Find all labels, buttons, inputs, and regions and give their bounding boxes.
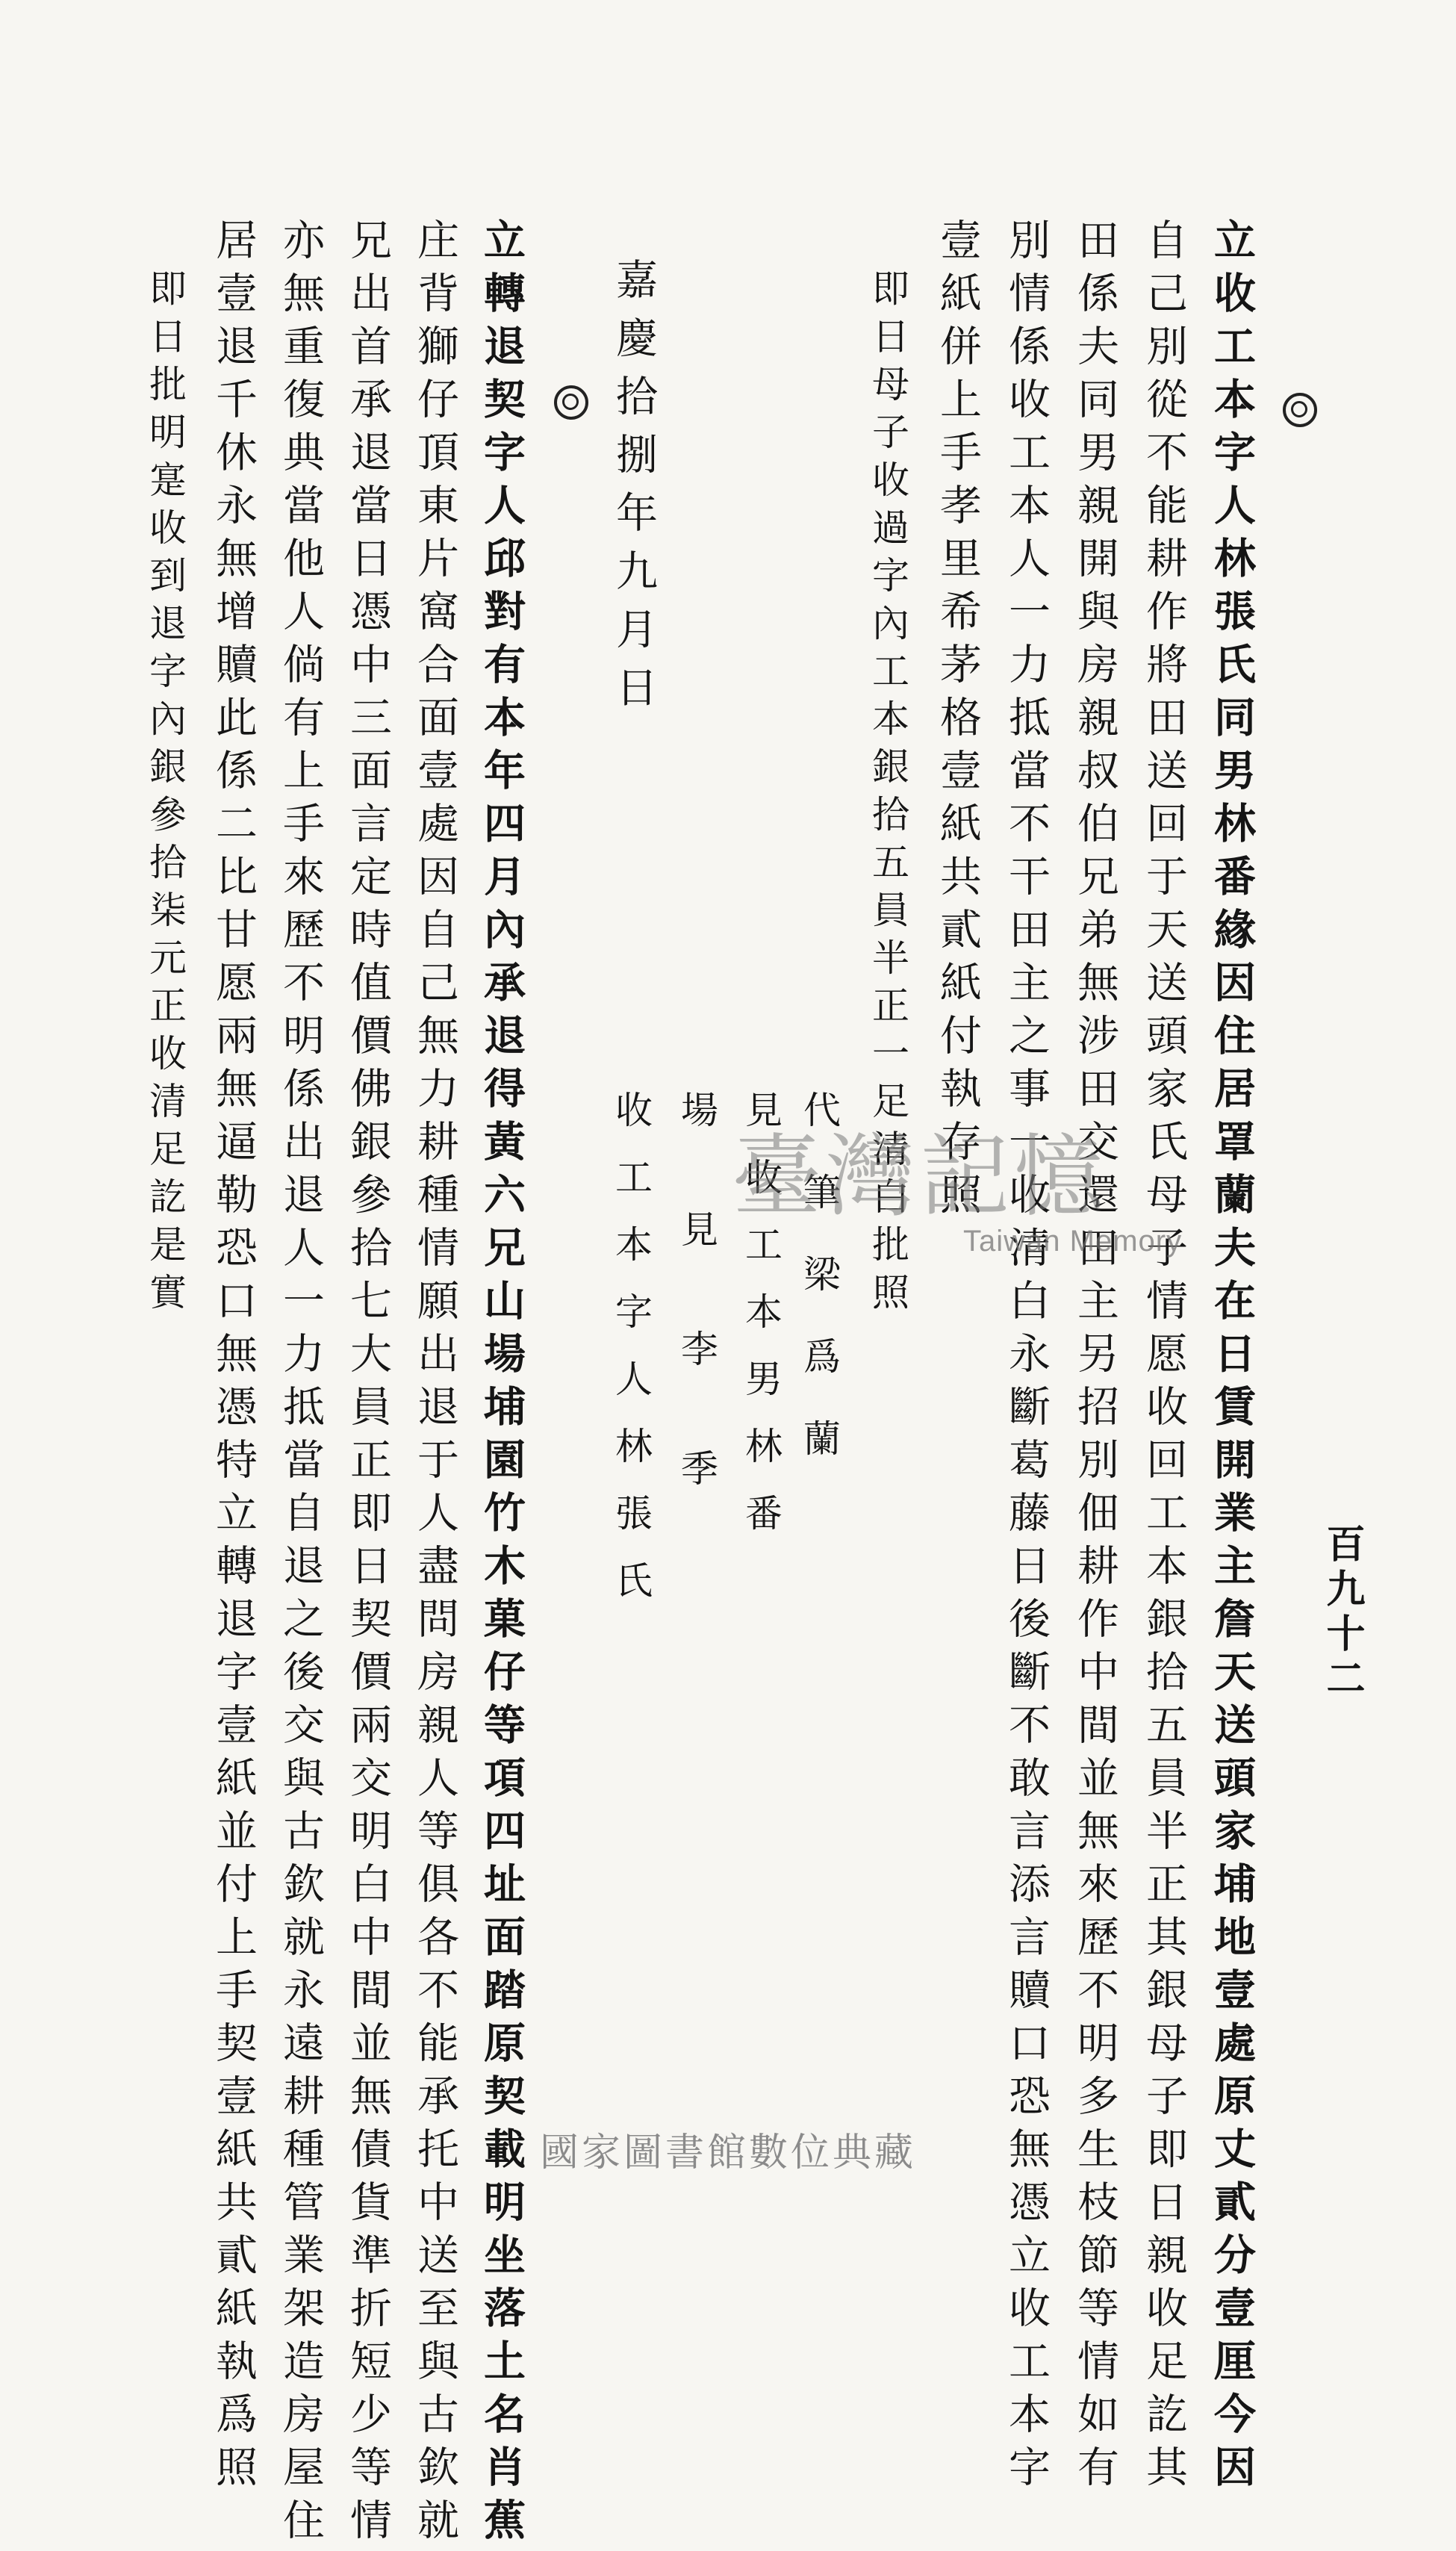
section-marker-icon xyxy=(1283,393,1317,427)
watermark-subtext: Taiwan Memory xyxy=(963,1225,1183,1258)
doc1-signature-principal: 收工本字人林張氏 xyxy=(609,1090,653,1628)
doc1-line-2: 自己別從不能耕作將田送回于天送頭家氏母子情愿收回工本銀拾五員半正其銀母子即日親收足訖其 xyxy=(1139,218,1188,2498)
doc2-line-4: 亦無重復典當他人倘有上手來歷不明係出退人一力抵當自退之後交與古欽就永遠耕種管業架造房屋住 xyxy=(276,218,325,2551)
doc1-line-1: 立收工本字人林張氏同男林番緣因住居罩蘭夫在日賃開業主詹天送頭家埔地壹處原丈貳分壹厘今因 xyxy=(1207,218,1257,2498)
doc1-line-5: 壹紙併上手孝里希茅格壹紙共貳紙付執存照 xyxy=(933,218,982,1225)
footer-collection-label: 國家圖書館數位典藏 xyxy=(539,2131,916,2175)
doc1-line-4: 別情係收工本人一力抵當不干田主之事一收清白永斷葛藤日後斷不敢言添言贖口恐無憑立收工本字 xyxy=(1002,218,1051,2498)
page-number: 百九十二 xyxy=(1319,1523,1365,1703)
doc2-line-3: 兄出首承退當日憑中三面言定時值價佛銀參拾七大員正即日契價兩交明白中間並無債貨準折短少等情 xyxy=(343,218,392,2551)
doc1-date: 嘉慶拾捌年九月日 xyxy=(609,258,658,724)
doc2-line-2: 庄背獅仔頂東片窩合面壹處因自己無力耕種情願出退于人盡問房親人等俱各不能承托中送至與古欽就 xyxy=(411,218,459,2551)
doc1-note: 即日母子收過字內工本銀拾五員半正一足清白批照 xyxy=(866,269,909,1320)
doc1-signature-witness-receiver: 見收工本男林番 xyxy=(739,1090,783,1561)
doc1-signature-scribe: 代筆梁爲蘭 xyxy=(797,1090,841,1501)
section-marker-icon xyxy=(554,385,588,420)
doc1-line-3: 田係夫同男親開與房親叔伯兄弟無涉田交還田主另招別佃耕作中間並無來歷不明多生枝節等情如有 xyxy=(1071,218,1119,2498)
doc2-line-1: 立轉退契字人邱對有本年四月內承退得黃六兄山場埔園竹木菓仔等項四址面踏原契載明坐落土名肖蕉 xyxy=(477,218,526,2551)
watermark-logo: 臺灣記憶 xyxy=(732,1125,1108,1229)
doc2-note: 即日批明寔收到退字內銀參拾柒元正收清足訖是實 xyxy=(143,269,187,1320)
doc1-signature-present-witness: 場見李季 xyxy=(675,1090,718,1568)
doc2-line-5: 居壹退千休永無增贖此係二比甘愿兩無逼勒恐口無憑特立轉退字壹紙並付上手契壹紙共貳紙執爲照 xyxy=(209,218,258,2498)
